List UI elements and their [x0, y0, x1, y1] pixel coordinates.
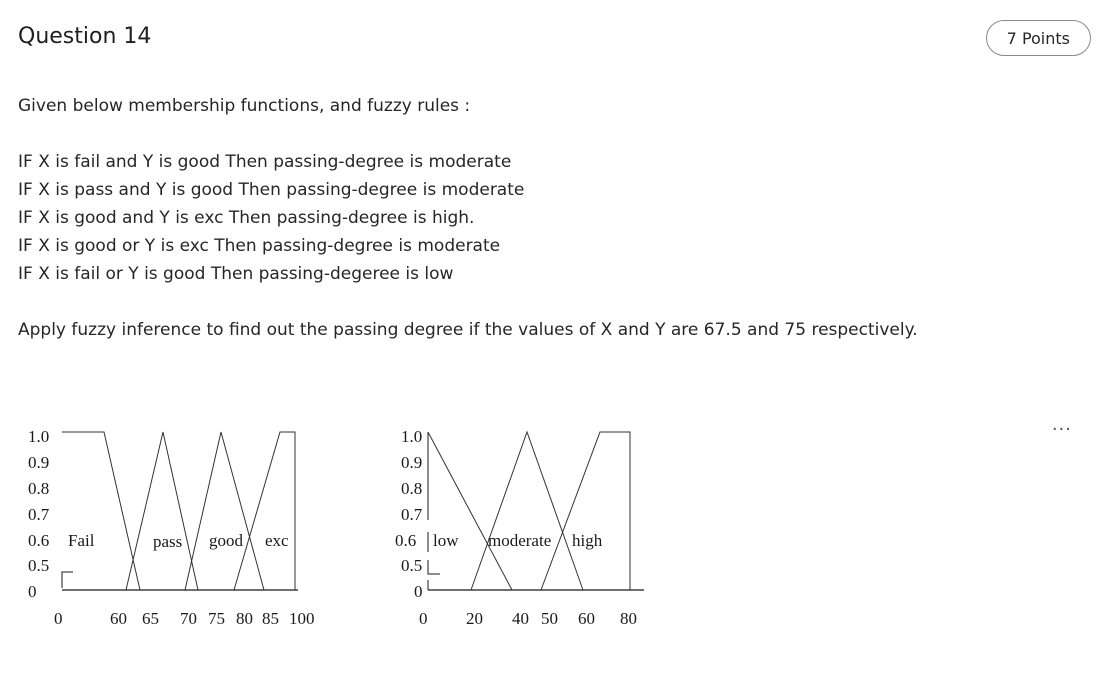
x-tick-label: 0: [54, 609, 63, 628]
x-tick-label: 75: [208, 609, 225, 628]
membership-functions-svg: [20, 420, 660, 635]
y-tick-label: 0: [28, 582, 37, 601]
y-tick-label: 0.6: [28, 531, 50, 550]
spacer: [18, 288, 1018, 316]
y-tick-label: 0.9: [401, 453, 423, 472]
more-options-button[interactable]: ...: [1051, 414, 1072, 435]
series-line-high: [541, 432, 630, 590]
series-line-moderate: [471, 432, 583, 590]
series-line-good: [185, 432, 264, 590]
y-tick-label: 0.8: [28, 479, 50, 498]
series-label-fail: Fail: [68, 531, 95, 550]
x-tick-label: 100: [289, 609, 315, 628]
y-tick-label: 0.7: [401, 505, 423, 524]
series-line-fail: [62, 432, 140, 590]
series-label-moderate: moderate: [488, 531, 552, 550]
x-tick-label: 20: [466, 609, 483, 628]
series-line-pass: [126, 432, 198, 590]
series-label-pass: pass: [153, 532, 183, 551]
x-tick-label: 70: [180, 609, 197, 628]
axis-bracket: [62, 572, 73, 588]
question-intro: Given below membership functions, and fuzzy rules :: [18, 96, 471, 116]
fuzzy-rule-5: IF X is fail or Y is good Then passing-degeree is low: [18, 264, 454, 284]
series-label-low: low: [433, 531, 459, 550]
x-tick-label: 85: [262, 609, 279, 628]
x-tick-label: 65: [142, 609, 159, 628]
fuzzy-rule-3: IF X is good and Y is exc Then passing-degree is high.: [18, 208, 475, 228]
y-tick-label: 0.8: [401, 479, 423, 498]
x-tick-label: 0: [419, 609, 428, 628]
x-tick-label: 80: [236, 609, 253, 628]
series-label-high: high: [572, 531, 603, 550]
series-line-exc: [234, 432, 295, 590]
y-tick-label: 0: [414, 582, 423, 601]
y-tick-label: 0.5: [28, 556, 50, 575]
question-task: Apply fuzzy inference to find out the passing degree if the values of X and Y are 67.5 and 75 respectively.: [18, 320, 918, 340]
y-tick-label: 0.6: [395, 531, 417, 550]
question-title: Question 14: [18, 24, 152, 49]
y-tick-label: 1.0: [28, 427, 50, 446]
points-badge: 7 Points: [986, 20, 1091, 56]
series-label-good: good: [209, 531, 243, 550]
x-tick-label: 50: [541, 609, 558, 628]
x-tick-label: 40: [512, 609, 529, 628]
fuzzy-rule-4: IF X is good or Y is exc Then passing-degree is moderate: [18, 236, 501, 256]
question-prompt: [18, 92, 1018, 344]
chart-passing-degree-membership: [395, 427, 644, 628]
spacer: [18, 120, 1018, 148]
membership-functions-figure: [20, 420, 660, 635]
y-tick-label: 1.0: [401, 427, 423, 446]
fuzzy-rule-2: IF X is pass and Y is good Then passing-degree is moderate: [18, 180, 525, 200]
series-label-exc: exc: [265, 531, 289, 550]
chart-x-membership: [28, 427, 315, 628]
axis-bracket: [428, 560, 440, 574]
x-tick-label: 80: [620, 609, 637, 628]
x-tick-label: 60: [578, 609, 595, 628]
y-tick-label: 0.9: [28, 453, 50, 472]
y-tick-label: 0.5: [401, 556, 423, 575]
x-tick-label: 60: [110, 609, 127, 628]
y-tick-label: 0.7: [28, 505, 50, 524]
fuzzy-rule-1: IF X is fail and Y is good Then passing-degree is moderate: [18, 152, 512, 172]
